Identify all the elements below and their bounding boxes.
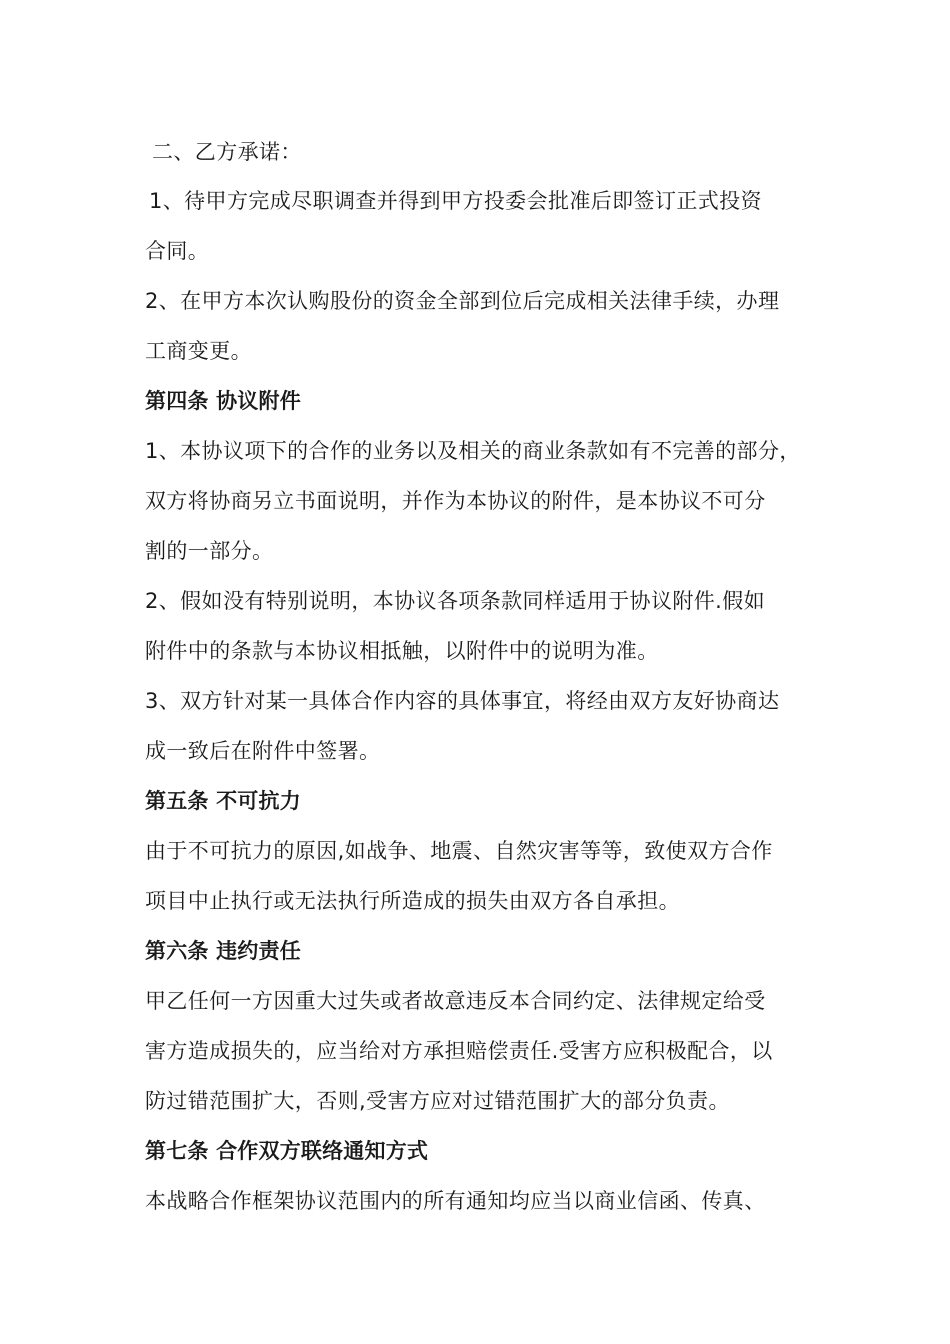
paragraph-line: 双方将协商另立书面说明，并作为本协议的附件，是本协议不可分 <box>145 489 766 513</box>
paragraph-line: 割的一部分。 <box>145 539 274 563</box>
paragraph-line: 附件中的条款与本协议相抵触，以附件中的说明为准。 <box>145 639 659 663</box>
paragraph-line: 2、假如没有特别说明，本协议各项条款同样适用于协议附件.假如 <box>145 589 766 613</box>
article-4-heading: 第四条 协议附件 <box>145 389 301 413</box>
paragraph-line: 工商变更。 <box>145 339 252 363</box>
article-6-heading: 第六条 违约责任 <box>145 939 301 963</box>
paragraph-line: 3、双方针对某一具体合作内容的具体事宜，将经由双方友好协商达 <box>145 689 780 713</box>
paragraph-line: 防过错范围扩大，否则,受害方应对过错范围扩大的部分负责。 <box>145 1089 730 1113</box>
paragraph-line: 1、待甲方完成尽职调查并得到甲方投委会批准后即签订正式投资 <box>149 189 762 213</box>
article-7-heading: 第七条 合作双方联络通知方式 <box>145 1139 429 1163</box>
section-heading-party-b-promises: 二、乙方承诺： <box>152 140 302 164</box>
paragraph-line: 甲乙任何一方因重大过失或者故意违反本合同约定、法律规定给受 <box>145 989 766 1013</box>
paragraph-line: 项目中止执行或无法执行所造成的损失由双方各自承担。 <box>145 889 680 913</box>
paragraph-line: 害方造成损失的，应当给对方承担赔偿责任.受害方应积极配合，以 <box>145 1039 773 1063</box>
paragraph-line: 2、在甲方本次认购股份的资金全部到位后完成相关法律手续，办理 <box>145 289 780 313</box>
paragraph-line: 成一致后在附件中签署。 <box>145 739 381 763</box>
paragraph-line: 本战略合作框架协议范围内的所有通知均应当以商业信函、传真、 <box>145 1189 766 1213</box>
article-5-heading: 第五条 不可抗力 <box>145 789 301 813</box>
paragraph-line: 合同。 <box>145 239 210 263</box>
paragraph-line: 1、本协议项下的合作的业务以及相关的商业条款如有不完善的部分， <box>145 439 801 463</box>
paragraph-line: 由于不可抗力的原因,如战争、地震、自然灾害等等，致使双方合作 <box>145 839 773 863</box>
